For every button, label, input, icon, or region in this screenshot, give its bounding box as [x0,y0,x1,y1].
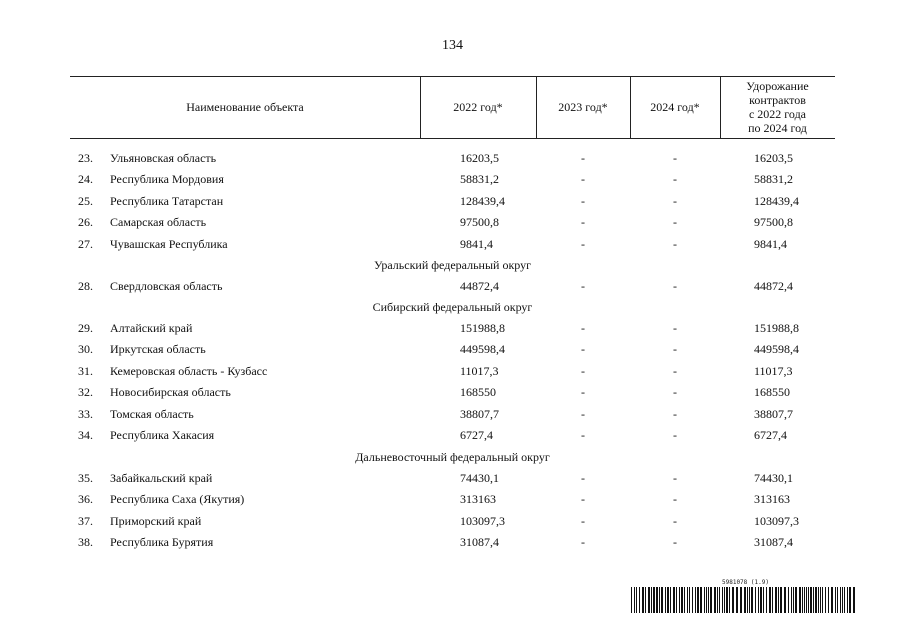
row-name: Самарская область [110,215,207,230]
row-value-2022: 97500,8 [460,215,499,230]
row-number: 33. [78,406,93,421]
row-value-2023: - [581,406,585,421]
section-fareast: Дальневосточный федеральный округ [355,450,550,464]
row-value-2023: - [581,279,585,293]
row-value-increase: 31087,4 [754,535,793,550]
row-value-2023: - [581,428,585,442]
row-value-2024: - [673,492,677,507]
row-value-2023: - [581,385,585,400]
row-value-2024: - [673,535,677,550]
row-value-2022: 168550 [460,385,496,400]
row-value-2022: 58831,2 [460,172,499,187]
table-row [0,339,905,359]
row-value-2024: - [673,471,677,485]
row-number: 30. [78,342,93,357]
row-value-2023: - [581,172,585,187]
row-value-2022: 9841,4 [460,236,493,251]
row-value-increase: 11017,3 [754,363,793,378]
row-name: Чувашская Республика [110,236,228,251]
row-value-2022: 38807,7 [460,406,499,421]
row-value-2023: - [581,513,585,528]
row-value-2023: - [581,193,585,208]
row-value-increase: 151988,8 [754,321,799,335]
table-row [0,148,905,168]
table-row [0,404,905,424]
row-value-2023: - [581,321,585,335]
row-value-2024: - [673,406,677,421]
row-value-2024: - [673,342,677,357]
row-value-2024: - [673,513,677,528]
row-value-2023: - [581,492,585,507]
header-increase-line: контрактов [749,93,806,107]
table-row [0,425,905,445]
row-name: Иркутская область [110,342,206,357]
row-value-2022: 16203,5 [460,151,499,165]
row-number: 24. [78,172,93,187]
row-value-2024: - [673,321,677,335]
section-ural: Уральский федеральный округ [373,258,532,272]
row-value-increase: 38807,7 [754,406,793,421]
row-value-2023: - [581,151,585,165]
row-value-2024: - [673,385,677,400]
row-value-2023: - [581,342,585,357]
row-value-2022: 74430,1 [460,471,499,485]
row-name: Республика Саха (Якутия) [110,492,245,507]
barcode-icon [631,587,856,613]
row-value-2024: - [673,279,677,293]
row-name: Томская область [110,406,194,421]
row-value-2022: 103097,3 [460,513,505,528]
table-row [0,234,905,254]
row-name: Свердловская область [110,279,223,293]
row-value-2024: - [673,428,677,442]
row-number: 25. [78,193,93,208]
row-number: 37. [78,513,93,528]
row-value-2023: - [581,535,585,550]
row-value-increase: 449598,4 [754,342,799,357]
row-value-2022: 11017,3 [460,363,499,378]
row-value-2023: - [581,363,585,378]
row-number: 28. [78,279,93,293]
header-increase-line: с 2022 года [748,107,807,121]
row-value-increase: 128439,4 [754,193,799,208]
row-name: Республика Мордовия [110,172,224,187]
row-value-increase: 6727,4 [754,428,787,442]
row-value-2024: - [673,215,677,230]
header-2023: 2023 год* [558,100,608,114]
row-name: Кемеровская область - Кузбасс [110,363,268,378]
table-row [0,169,905,189]
row-value-2023: - [581,236,585,251]
header-bottom-rule [70,138,835,139]
row-name: Новосибирская область [110,385,231,400]
row-value-2022: 31087,4 [460,535,499,550]
table-row [0,511,905,531]
row-name: Республика Бурятия [110,535,214,550]
row-name: Приморский край [110,513,202,528]
table-row [0,468,905,488]
barcode-label: 5981078 (1.9) [722,579,769,586]
header-increase-line: по 2024 год [748,121,807,135]
row-name: Забайкальский край [110,471,213,485]
row-value-increase: 97500,8 [754,215,793,230]
table-row [0,382,905,402]
table-row [0,276,905,296]
header-increase-line: Удорожание [746,79,809,93]
row-value-increase: 313163 [754,492,790,507]
table-row [0,318,905,338]
section-siberia: Сибирский федеральный округ [372,300,533,314]
row-value-increase: 58831,2 [754,172,793,187]
row-value-increase: 168550 [754,385,790,400]
row-value-increase: 44872,4 [754,279,793,293]
row-name: Республика Татарстан [110,193,224,208]
table-row [0,361,905,381]
row-value-2024: - [673,363,677,378]
row-value-increase: 74430,1 [754,471,793,485]
row-number: 26. [78,215,93,230]
row-number: 27. [78,236,93,251]
header-increase [720,76,835,138]
table-row [0,212,905,232]
table-row [0,489,905,509]
header-name: Наименование объекта [186,100,304,114]
row-value-2022: 6727,4 [460,428,493,442]
row-number: 35. [78,471,93,485]
header-2024: 2024 год* [650,100,700,114]
row-value-2023: - [581,471,585,485]
table-row [0,532,905,552]
row-name: Алтайский край [110,321,193,335]
row-number: 34. [78,428,93,442]
row-name: Ульяновская область [110,151,217,165]
row-value-2024: - [673,151,677,165]
row-number: 29. [78,321,93,335]
row-value-2022: 128439,4 [460,193,505,208]
row-value-2023: - [581,215,585,230]
header-2022: 2022 год* [453,100,503,114]
row-value-2022: 44872,4 [460,279,499,293]
row-name: Республика Хакасия [110,428,215,442]
row-value-increase: 16203,5 [754,151,793,165]
row-value-2024: - [673,172,677,187]
row-number: 31. [78,363,93,378]
row-number: 36. [78,492,93,507]
row-number: 32. [78,385,93,400]
row-value-2022: 151988,8 [460,321,505,335]
table-row [0,191,905,211]
row-value-2024: - [673,236,677,251]
page-number: 134 [442,38,463,53]
row-value-2024: - [673,193,677,208]
row-value-increase: 103097,3 [754,513,799,528]
row-value-2022: 313163 [460,492,496,507]
row-number: 23. [78,151,93,165]
row-value-increase: 9841,4 [754,236,787,251]
row-value-2022: 449598,4 [460,342,505,357]
row-number: 38. [78,535,93,550]
